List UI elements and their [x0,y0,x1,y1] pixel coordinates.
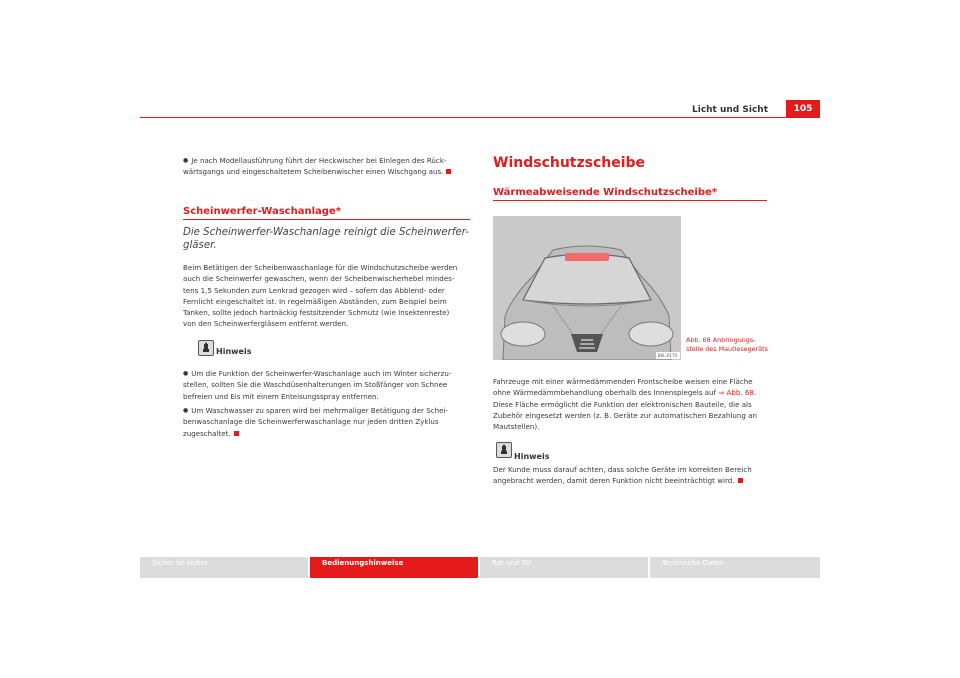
note-line: stellen, sollten Sie die Waschdüsenhalterungen im Stoßfänger von Schnee [183,380,448,390]
header-rule [140,117,820,118]
body-line: auch die Scheinwerfer gewaschen, wenn der Scheibenwischerhebel mindes- [183,274,455,284]
section-title-windscreen: Wärmeabweisende Windschutzscheibe* [493,187,718,198]
intro-bullet [183,155,473,178]
body-line: Fernlicht eingeschaltet ist. In regelmäßigen Abständen, zum Beispiel beim [183,296,447,306]
caption-line-2: stelle des Mautlesegeräts [686,344,768,353]
end-mark-icon [446,169,451,174]
body-line: Zubehör eingesetzt werden (z. B. Geräte zur automatischen Bezahlung an [493,410,757,420]
header-title: Licht und Sicht [692,105,768,115]
caption-line-1: Abb. 68 Anbringungs- [686,336,756,344]
windscreen-note [493,464,783,487]
footer-tab-safety[interactable]: Sicher ist sicher [140,557,308,578]
body-line: Mautstellen). [493,422,540,432]
body-line: ohne Wärmedämmbehandlung oberhalb des Innenspiegels auf [493,388,719,398]
note-label: Hinweis [216,347,252,356]
body-line: Tanken, sollte jedoch hartnäckig festsitzender Schmutz (wie Insektenreste) [183,308,450,318]
figure-reference-link[interactable]: ⇒ Abb. 68 [718,388,754,398]
figure-caption [686,336,776,353]
footer-tab-tips[interactable]: Rat und Tat [480,557,648,578]
intro-bullet-line-1: Je nach Modellausführung führt der Heckwischer bei Einlegen des Rück- [191,156,447,165]
info-note-icon [198,340,214,356]
note-line: Der Kunde muss darauf achten, dass solche Geräte im korrekten Bereich [493,465,752,474]
image-code: B6L-0170 [657,353,677,358]
body-punct: . [753,388,757,398]
end-mark-icon [738,478,743,483]
intro-bullet-line-2: wärtsgangs und eingeschaltetem Scheibenwischer einen Wischgang aus. [183,167,444,177]
note-line: angebracht werden, damit deren Funktion nicht beeinträchtigt wird. [493,476,735,486]
headlamp-body [183,262,478,330]
note-line: benwaschanlage die Scheinwerferwaschanlage nur jeden dritten Zyklus [183,417,439,427]
end-mark-icon [234,431,239,436]
note-line: befreien und Eis mit einem Enteisungsspray entfernen. [183,391,379,401]
info-note-icon [496,442,512,458]
body-line: Beim Betätigen der Scheibenwaschanlage für die Windschutzscheibe werden [183,263,458,272]
note-line: Um die Funktion der Scheinwerfer-Waschanlage auch im Winter sicherzu- [191,369,452,378]
note-label: Hinweis [514,452,550,461]
note-line: Um Waschwasser zu sparen wird bei mehrmaliger Betätigung der Schei- [191,406,448,415]
note-bullet-2 [183,405,478,439]
lead-text [183,226,473,252]
footer-tab-operating[interactable]: Bedienungshinweise [310,557,478,578]
section-title-headlamp-washer: Scheinwerfer-Waschanlage* [183,206,341,217]
section-rule [493,200,767,201]
section-rule [183,219,470,220]
lead-line-2: gläser. [183,240,217,251]
body-line: Fahrzeuge mit einer wärmedämmenden Frontscheibe weisen eine Fläche [493,377,753,386]
footer-tab-technical[interactable]: Technische Daten [650,557,820,578]
windscreen-illustration [493,216,681,360]
windscreen-body [493,376,783,432]
body-line: tens 1,5 Sekunden zum Lenkrad gezogen wird – sofern das Abblend- oder [183,285,445,295]
body-line: Diese Fläche ermöglicht die Funktion der elektronischen Bauteile, die als [493,399,752,409]
page-number: 105 [786,100,820,118]
page-section-title: Windschutzscheibe [493,155,646,171]
note-bullet-1 [183,368,478,402]
car-front-illustration [493,216,681,360]
body-line: von den Scheinwerfergläsern entfernt werden. [183,319,349,329]
lead-line-1: Die Scheinwerfer-Waschanlage reinigt die Scheinwerfer- [183,227,470,238]
note-line: zugeschaltet. [183,428,231,438]
